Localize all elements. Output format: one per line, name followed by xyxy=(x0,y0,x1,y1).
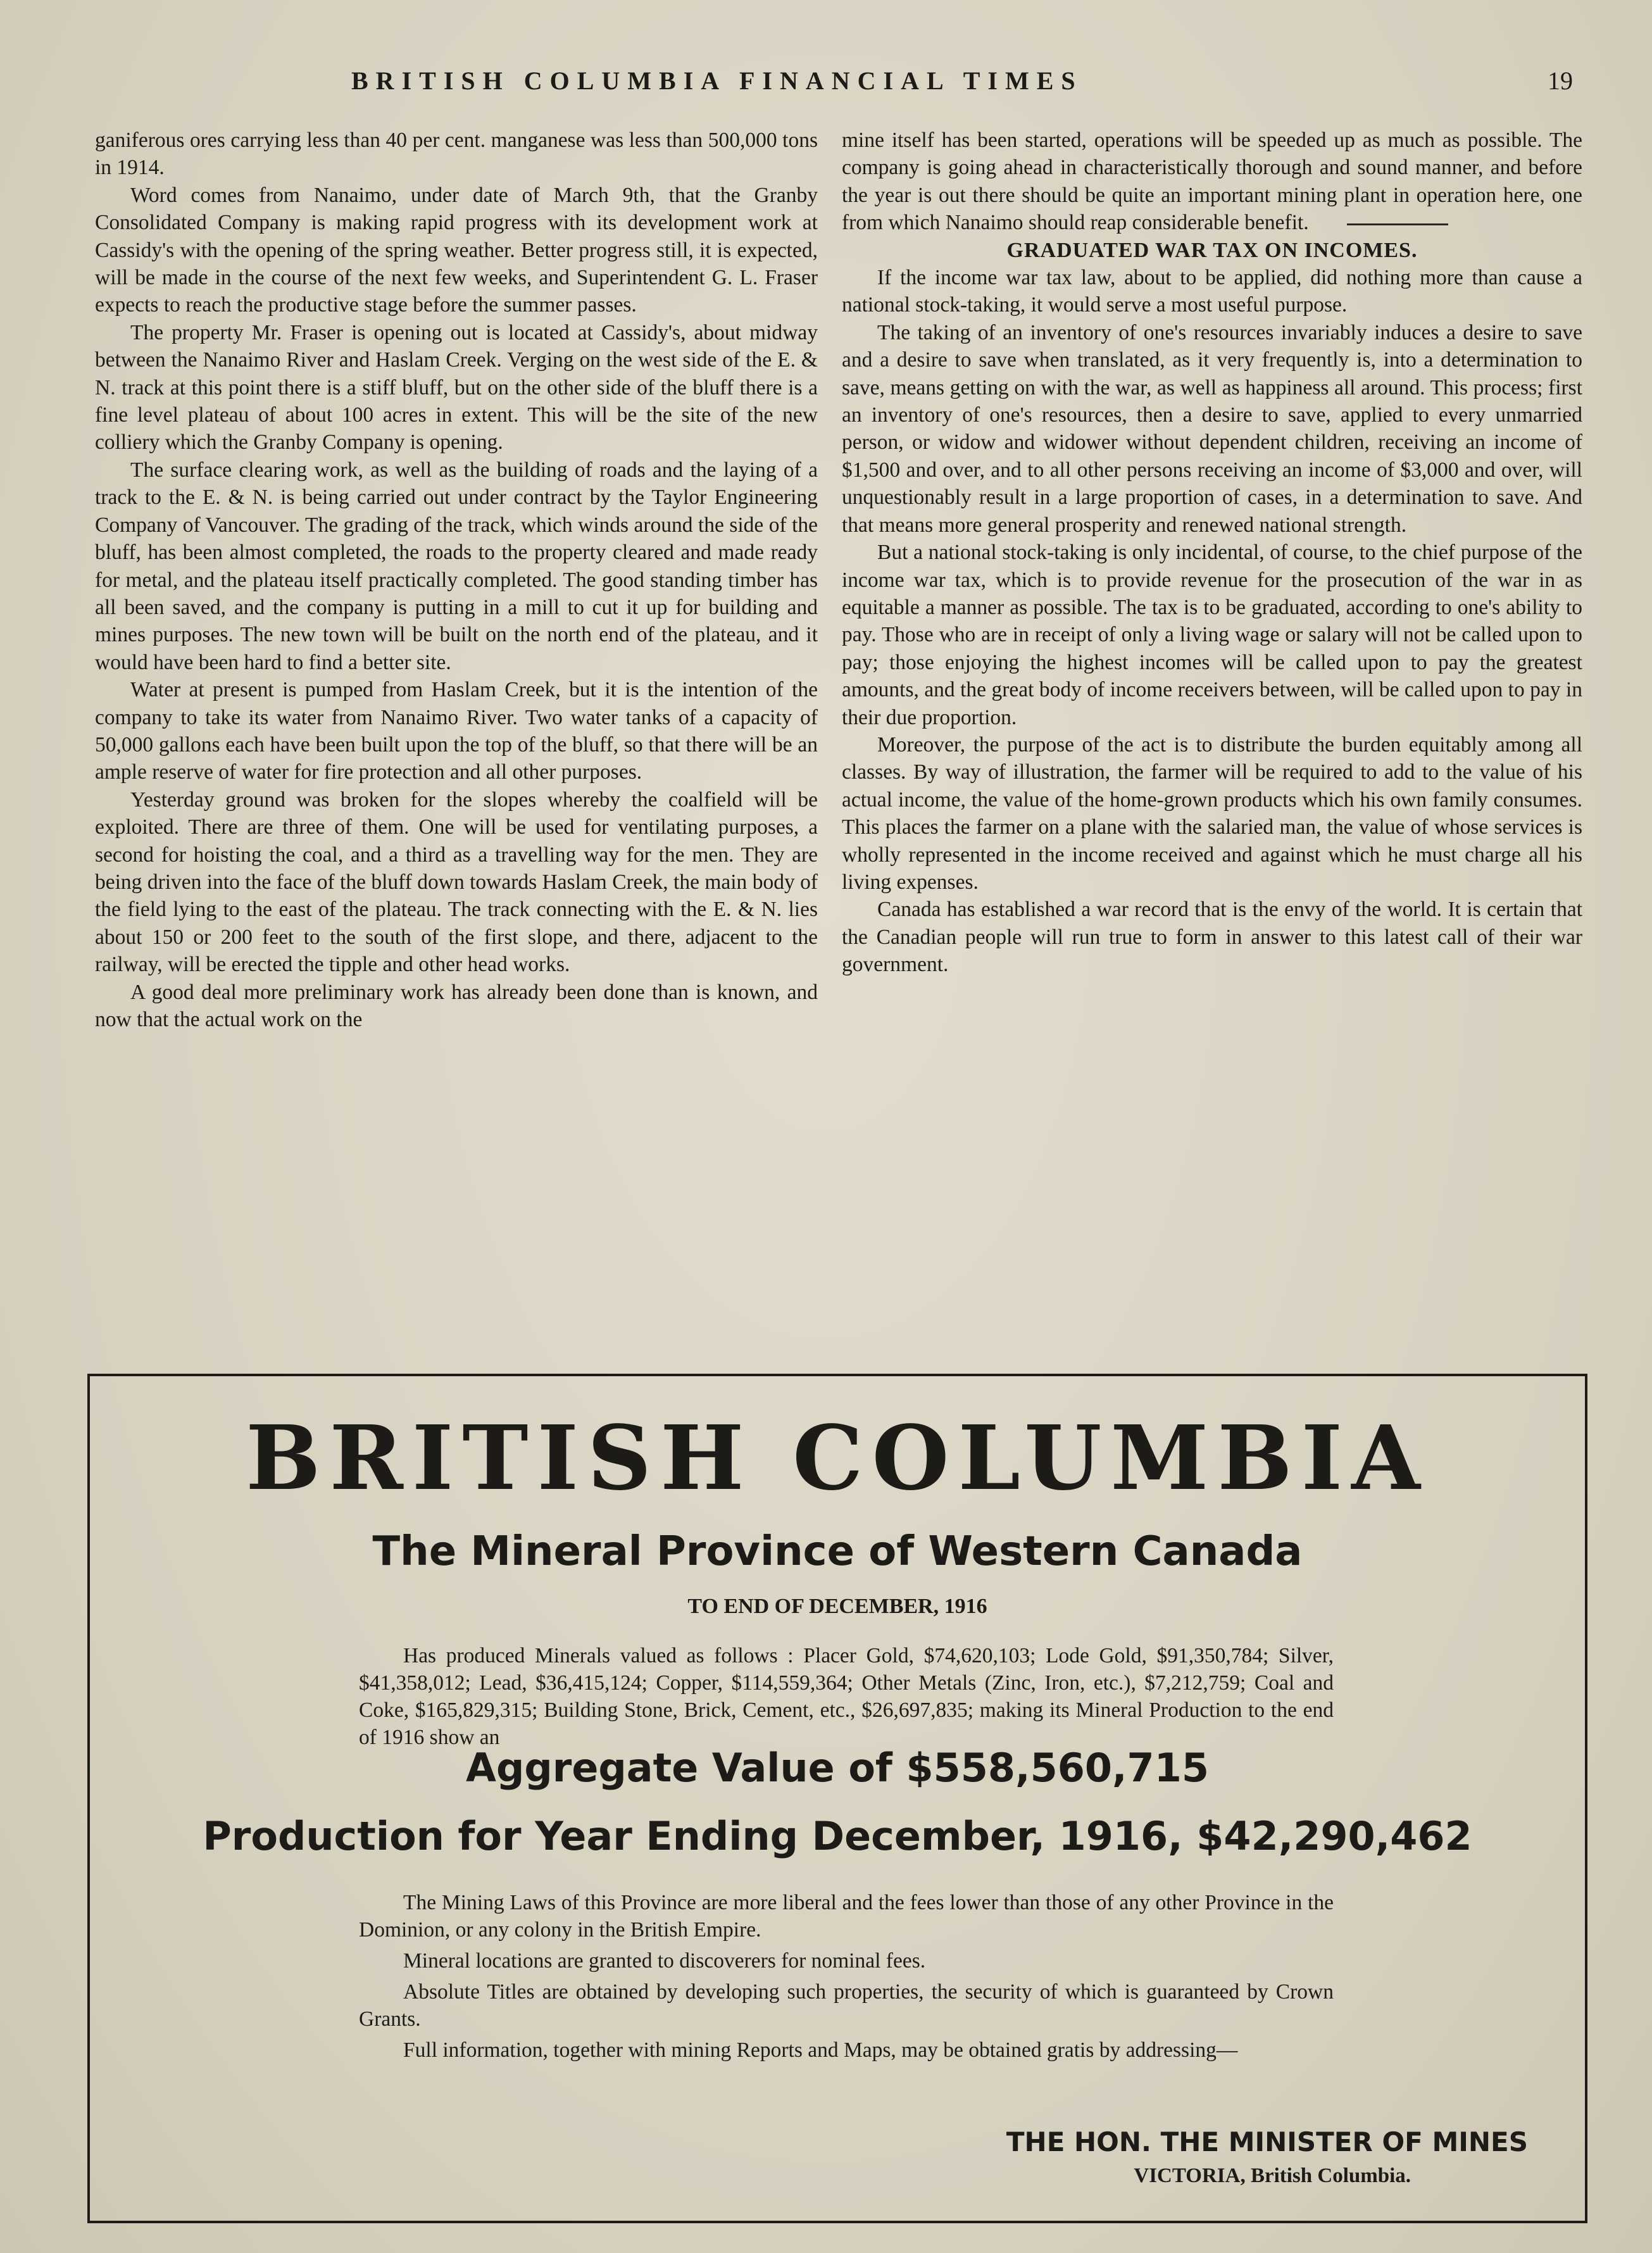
ad-date-line: TO END OF DECEMBER, 1916 xyxy=(687,1595,987,1618)
running-head xyxy=(0,66,1652,104)
ad-subtitle: The Mineral Province of Western Canada xyxy=(372,1528,1303,1575)
left-column xyxy=(95,127,818,1033)
ad-aggregate-value: Aggregate Value of $558,560,715 xyxy=(466,1745,1209,1791)
article-paragraph: Moreover, the purpose of the act is to distribute the burden equitably among all classes. By way of illustration, the farmer will be required to add to the value of his actual income, the value of the home-grown products which his own family consumes. This places the farmer on a plane with the salaried man, the value of whose services is wholly represented in the income received and against which he must charge all his living expenses. xyxy=(842,732,1582,894)
article-paragraph: The taking of an inventory of one's resources invariably induces a desire to save and a desire to save when translated, as it very frequently is, into a determination to save, means getting on with the war, as well as happiness all around. This process; first an inventory of one's resources, then a desire to save, applied to every unmarried person, or widow and widower without dependent children, receiving an income of $1,500 and over, and to all other persons receiving an income of $3,000 and over, will unquestionably result in a large proportion of cases, in a determination to save. And that means more general prosperity and renewed national strength. xyxy=(842,320,1582,537)
article-paragraph: The property Mr. Fraser is opening out is located at Cassidy's, about midway between the Nanaimo River and Haslam Creek. Verging on the west side of the E. & N. track at this point there is a stiff bluff, but on the other side of the bluff there is a fine level plateau of about 100 acres in extent. This will be the site of the new colliery which the Granby Company is opening. xyxy=(95,320,818,455)
continuation-text: mine itself has been started, operations will be speeded up as much as possible. The company is going ahead in characteristically thorough and sound manner, and before the year is out there should be quite an important mining plant in operation here, one from which Nanaimo should reap considerable benefit. xyxy=(842,129,1582,235)
ad-production-value: Production for Year Ending December, 1916, $42,290,462 xyxy=(203,1813,1472,1859)
article-paragraph: If the income war tax law, about to be applied, did nothing more than cause a national stock-taking, it would serve a most useful purpose. xyxy=(842,266,1582,317)
article-continuation xyxy=(842,127,1582,237)
article-paragraph: Water at present is pumped from Haslam Creek, but it is the intention of the company to take its water from Nanaimo River. Two water tanks of a capacity of 50,000 gallons each have been built upon the top of the bluff, so that there will be an ample reserve of water for fire protection and all other purposes. xyxy=(95,678,818,784)
article-paragraph: ganiferous ores carrying less than 40 per cent. manganese was less than 500,000 tons in 1914. xyxy=(95,129,818,180)
article-paragraph: Word comes from Nanaimo, under date of March 9th, that the Granby Consolidated Company is making rapid progress with its development work at Cassidy's with the opening of the spring weather. Better progress still, it is expected, will be made in the course of the next few weeks, and Superintendent G. L. Fraser expects to reach the productive stage before the summer passes. xyxy=(95,183,818,317)
ad-address: VICTORIA, British Columbia. xyxy=(1134,2164,1411,2187)
section-divider xyxy=(1347,223,1448,225)
ad-produced-text: Has produced Minerals valued as follows : Placer Gold, $74,620,103; Lode Gold, $91,350,784; Silver, $41,358,012; Lead, $36,415,124; Copper, $114,559,364; Other Metals (Zinc, Iron, etc.), $7,212,759; Coal and Coke, $165,829,315; Building Stone, Brick, Cement, etc., $26,697,835; making its Mineral Production to the end of 1916 show an xyxy=(359,1644,1334,1749)
right-column xyxy=(842,127,1582,979)
publication-title: BRITISH COLUMBIA FINANCIAL TIMES xyxy=(351,66,1083,95)
section-heading: GRADUATED WAR TAX ON INCOMES. xyxy=(1006,238,1418,262)
advertisement-content xyxy=(90,1376,1585,2221)
ad-laws-paragraph: Mineral locations are granted to discoverers for nominal fees. xyxy=(403,1949,926,1973)
article-paragraph: But a national stock-taking is only incidental, of course, to the chief purpose of the income war tax, which is to provide revenue for the prosecution of the war in as equitable a manner as possible. The tax is to be graduated, according to one's ability to pay. Those who are in receipt of only a living wage or salary will not be called upon to pay; those enjoying the highest incomes will be called upon to pay the greatest amounts, and the great body of income receivers between, will be called upon to pay in their due proportion. xyxy=(842,541,1582,729)
advertisement-box xyxy=(87,1374,1587,2223)
ad-produced-block xyxy=(359,1642,1334,1755)
ad-laws-paragraph: Full information, together with mining Reports and Maps, may be obtained gratis by addressing— xyxy=(403,2038,1238,2062)
article-paragraph: Yesterday ground was broken for the slopes whereby the coalfield will be exploited. There are three of them. One will be used for ventilating purposes, a second for hoisting the coal, and a third as a travelling way for the men. They are being driven into the face of the bluff down towards Haslam Creek, the main body of the field lying to the east of the plateau. The track connecting with the E. & N. lies about 150 or 200 feet to the south of the first slope, and there, adjacent to the railway, will be erected the tipple and other head works. xyxy=(95,788,818,977)
article-paragraph: A good deal more preliminary work has already been done than is known, and now that the actual work on the xyxy=(95,980,818,1031)
ad-minister: THE HON. THE MINISTER OF MINES xyxy=(1006,2126,1528,2157)
ad-laws-paragraph: The Mining Laws of this Province are more liberal and the fees lower than those of any other Province in the Dominion, or any colony in the British Empire. xyxy=(359,1891,1334,1942)
ad-laws-paragraph: Absolute Titles are obtained by developing such properties, the security of which is guaranteed by Crown Grants. xyxy=(359,1980,1334,2031)
article-paragraph: The surface clearing work, as well as the building of roads and the laying of a track to the E. & N. is being carried out under contract by the Taylor Engineering Company of Vancouver. The grading of the track, which winds around the side of the bluff, has been almost completed, the roads to the property cleared and made ready for metal, and the plateau itself practically completed. The good standing timber has all been saved, and the company is putting in a mill to cut it up for building and mines purposes. The new town will be built on the north end of the plateau, and it would have been hard to find a better site. xyxy=(95,458,818,674)
page-number: 19 xyxy=(1548,66,1573,95)
ad-title: BRITISH COLUMBIA xyxy=(246,1407,1429,1510)
article-paragraph: Canada has established a war record that is the envy of the world. It is certain that the Canadian people will run true to form in answer to this latest call of their war government. xyxy=(842,898,1582,977)
ad-laws-block xyxy=(359,1889,1334,2068)
